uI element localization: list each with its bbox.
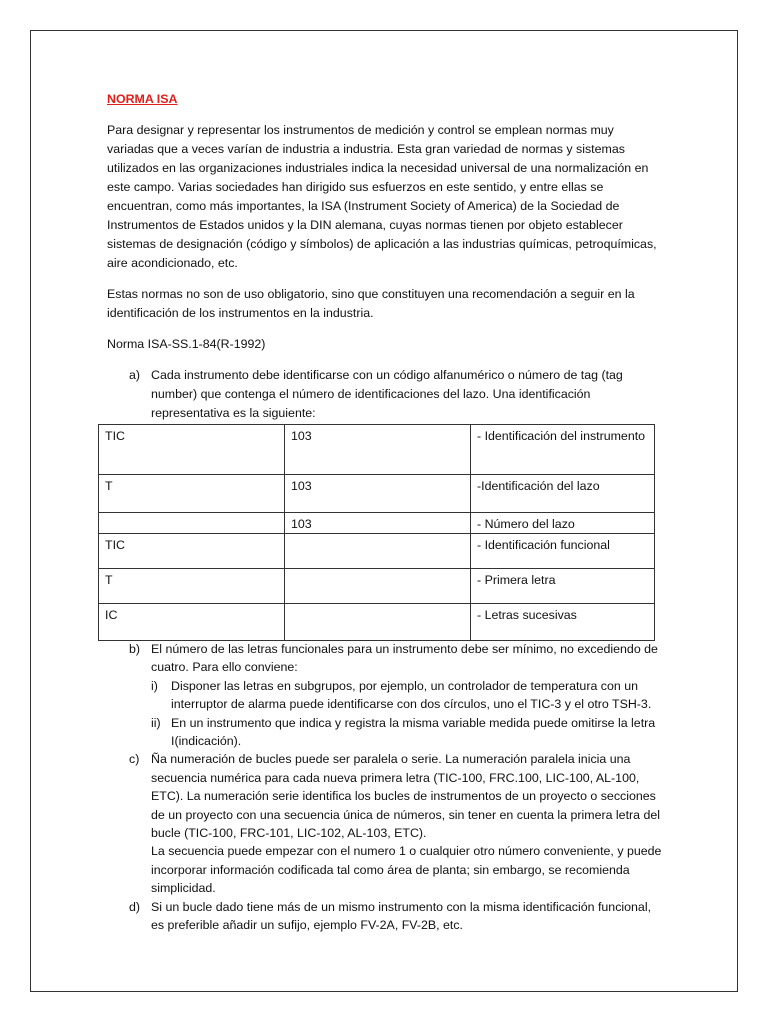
table-row — [99, 604, 655, 641]
table-row — [99, 513, 655, 534]
table-cell: - Primera letra — [471, 569, 655, 604]
table-cell: - Número del lazo — [471, 513, 655, 534]
table-cell — [285, 569, 471, 604]
sub-marker-i: i) — [151, 678, 158, 693]
list-marker-b: b) — [129, 642, 141, 656]
sub-item-ii — [151, 714, 663, 751]
table-row — [99, 569, 655, 604]
table-cell: IC — [99, 604, 285, 641]
document-title: NORMA ISA — [107, 92, 178, 106]
table-cell: - Identificación del instrumento — [471, 425, 655, 475]
standard-reference: Norma ISA-SS.1-84(R-1992) — [107, 337, 266, 351]
table-cell: T — [99, 569, 285, 604]
table-cell — [285, 534, 471, 569]
table-cell: - Letras sucesivas — [471, 604, 655, 641]
list-item-a — [107, 366, 663, 423]
table-row — [99, 475, 655, 513]
table-cell — [99, 513, 285, 534]
table-cell: T — [99, 475, 285, 513]
table-cell — [285, 604, 471, 641]
table-row — [99, 425, 655, 475]
table-cell: 103 — [285, 425, 471, 475]
sub-item-ii-text: En un instrumento que indica y registra la misma variable medida puede omitirse la letra I(indicación). — [171, 715, 656, 749]
list-item-d — [107, 898, 663, 935]
list-item-c — [107, 750, 663, 897]
list-item-a-text: Cada instrumento debe identificarse con un código alfanumérico o número de tag (tag number) que contenga el número de identificaciones del lazo. Una identificación representativa es la siguiente: — [151, 368, 623, 420]
tag-identification-table — [98, 424, 655, 641]
sub-item-i-text: Disponer las letras en subgrupos, por ejemplo, un controlador de temperatura con un interruptor de alarma puede identificarse con dos círculos, uno el TIC-3 y el otro TSH-3. — [171, 678, 652, 712]
list-item-c-text: Ña numeración de bucles puede ser paralela o serie. La numeración paralela inicia una secuencia numérica para cada nueva primera letra (TIC-100, FRC.100, LIC-100, AL-100, ETC). La numeración serie identifica los bucles de instrumentos de un proyecto o secciones de un proyecto con una secuencia única de números, sin tener en cuenta la primera letra del bucle (TIC-100, FRC-101, LIC-102, AL-103, ETC). — [151, 752, 661, 841]
table-cell: - Identificación funcional — [471, 534, 655, 569]
list-item-d-text: Si un bucle dado tiene más de un mismo instrumento con la misma identificación funcional, es preferible añadir un sufijo, ejemplo FV-2A, FV-2B, etc. — [151, 899, 652, 933]
list-item-b-text: El número de las letras funcionales para un instrumento debe ser mínimo, no excediendo de cuatro. Para ello conviene: — [151, 642, 658, 675]
list-item-b — [107, 640, 663, 750]
table-cell: TIC — [99, 534, 285, 569]
table-cell: 103 — [285, 513, 471, 534]
table-cell: -Identificación del lazo — [471, 475, 655, 513]
table-row — [99, 534, 655, 569]
table-cell: TIC — [99, 425, 285, 475]
table-cell: 103 — [285, 475, 471, 513]
sub-item-i — [151, 677, 663, 714]
document-body — [107, 90, 663, 423]
list-item-c-text-2: La secuencia puede empezar con el numero 1 o cualquier otro número conveniente, y puede incorporar información codificada tal como área de planta; sin embargo, se recomienda simplicidad. — [151, 844, 662, 896]
intro-paragraph: Para designar y representar los instrumentos de medición y control se emplean normas muy variadas que a veces varían de industria a industria. Esta gran variedad de normas y sistemas utilizados en las organizaciones industriales indica la necesidad universal de una normalización en este campo. Varias sociedades han dirigido sus esfuerzos en este sentido, y entre ellas se encuentran, como más importantes, la ISA (Instrument Society of America) de la Sociedad de Instrumentos de Estados unidos y la DIN alemana, cuyas normas tienen por objeto establecer sistemas de designación (código y símbolos) de aplicación a las industrias químicas, petroquímicas, aire acondicionado, etc. — [107, 123, 657, 270]
document-body-continued — [107, 640, 663, 935]
list-marker-a: a) — [129, 368, 141, 382]
list-marker-d: d) — [129, 899, 141, 914]
list-marker-c: c) — [129, 752, 140, 767]
sub-marker-ii: ii) — [151, 715, 161, 730]
second-paragraph: Estas normas no son de uso obligatorio, sino que constituyen una recomendación a seguir en la identificación de los instrumentos en la industria. — [107, 287, 635, 320]
